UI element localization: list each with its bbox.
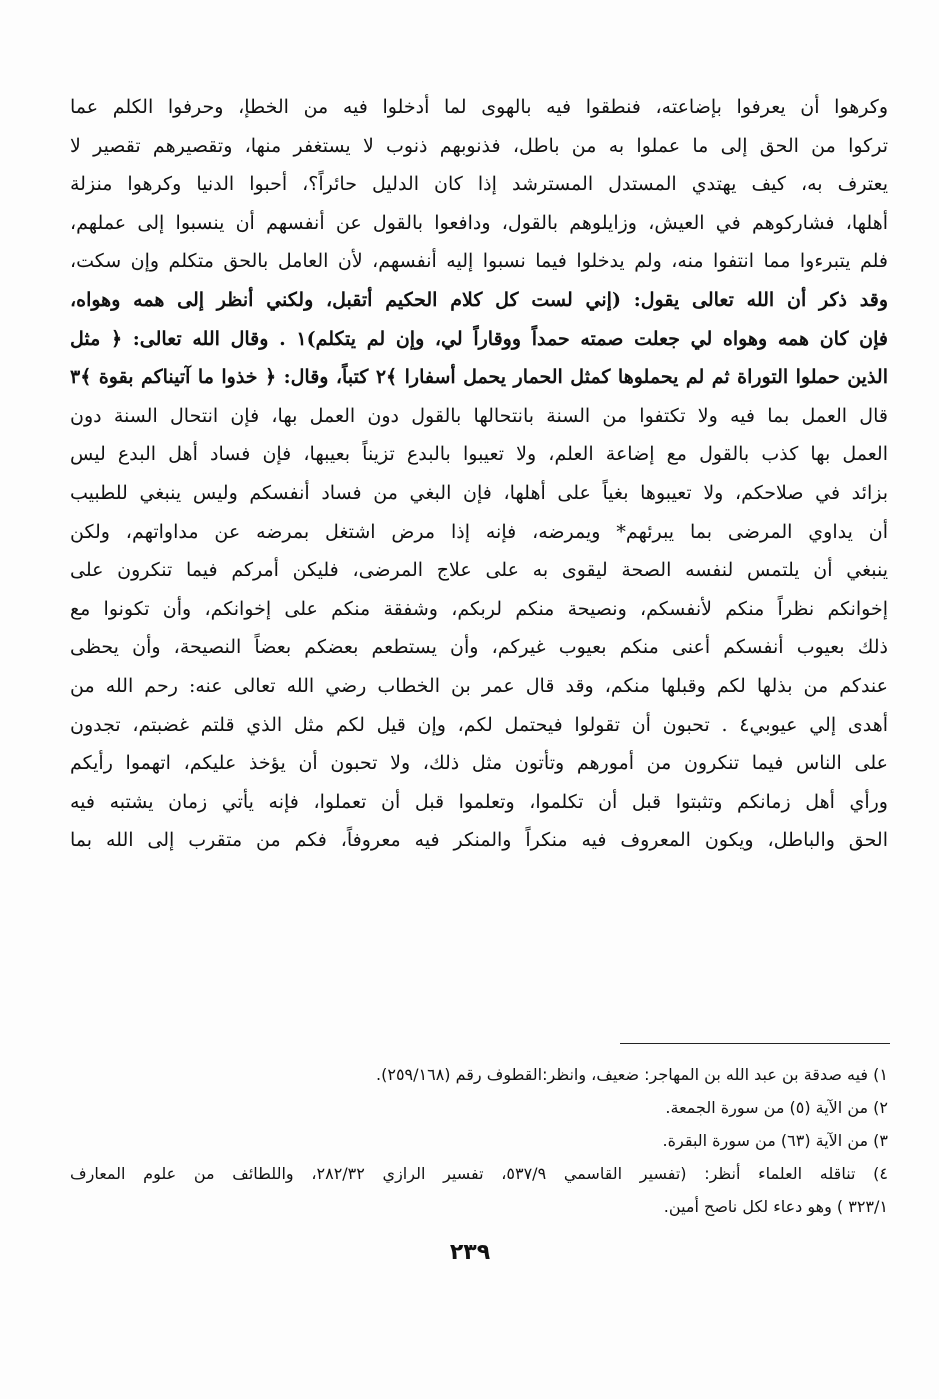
- text-line: قال العمل بما فيه ولا تكتفوا من السنة بانتحالها بالقول دون العمل بها، فإن انتحال السنة دون: [70, 404, 888, 427]
- text-line: عندكم من بذلها لكم وقبلها منكم، وقد قال عمر بن الخطاب رضي الله تعالى عنه: رحم الله من: [70, 674, 888, 697]
- text-line: إخوانكم نظراً منكم لأنفسكم، ونصيحة منكم لربكم، وشفقة منكم على إخوانكم، وأن تكونوا مع: [70, 597, 888, 620]
- text-line: أهدى إلي عيوبي٤ . تحبون أن تقولوا فيحتمل لكم، وإن قيل لكم مثل الذي قلتم غضبتم، تجدون: [70, 713, 888, 736]
- main-text: [70, 88, 888, 860]
- text-line: فلم يتبرءوا مما انتفوا منه، ولم يدخلوا فيما نسبوا إليه أنفسهم، لأن العامل بالحق متكلم وإن سكت،: [70, 250, 888, 273]
- footnotes: [70, 1058, 888, 1223]
- footnote: ٣) من الآية (٦٣) من سورة البقرة.: [662, 1131, 888, 1150]
- text-line: الحق والباطل، ويكون المعروف فيه منكراً والمنكر فيه معروفاً، فكم من متقرب إلى الله بما: [70, 829, 888, 852]
- text-line: فإن كان همه وهواه لي جعلت صمته حمداً ووقاراً لي، وإن لم يتكلم)١ . وقال الله تعالى: ﴿ مثل: [70, 327, 888, 350]
- text-line: وكرهوا أن يعرفوا بإضاعته، فنطقوا فيه بالهوى لما أدخلوا فيه من الخطإ، وحرفوا الكلم عما: [70, 96, 888, 118]
- text-line: على الناس فيما تنكرون من أمورهم وتأتون مثل ذلك، ولا تحبون أن يؤخذ عليكم، اتهموا رأيكم: [70, 752, 888, 775]
- page-number: ٢٣٩: [449, 1240, 491, 1265]
- text-line: ينبغي أن يلتمس لنفسه الصحة ليقوى به على علاج المرضى، فليكن أمركم فيما تنكرون على: [70, 559, 888, 582]
- text-line: بزائد في صلاحكم، ولا تعيبوها بغياً على أهلها، فإن البغي من فساد أنفسكم وليس ينبغي للطبيب: [70, 481, 888, 504]
- text-line: يعترف به، كيف يهتدي المستدل المسترشد إذا كان الدليل حائراً؟، أحبوا الدنيا وكرهوا منزلة: [70, 173, 888, 196]
- footnote: ١) فيه صدقة بن عبد الله بن المهاجر: ضعيف، وانظر:القطوف رقم (٢٥٩/١٦٨).: [376, 1065, 888, 1084]
- text-line: أهلها، فشاركوهم في العيش، وزايلوهم بالقول، ودافعوا بالقول عن أنفسهم أن ينسبوا إلى عملهم،: [70, 211, 888, 234]
- text-line: تركوا من الحق إلى ما عملوا به من باطل، فذنوبهم ذنوب لا يستغفر منها، وتقصيرهم تقصير لا: [70, 134, 888, 157]
- text-line: وقد ذكر أن الله تعالى يقول: (إني لست كل كلام الحكيم أتقبل، ولكني أنظر إلى همه وهواه،: [70, 288, 888, 311]
- text-line: ذلك بعيوب أنفسكم أعنى منكم بعيوب غيركم، وأن يستطعم بعضكم بعضاً النصيحة، وأن يحظى: [70, 636, 888, 659]
- text-line: ورأي أهل زمانكم وتثبتوا قبل أن تكلموا، وتعلموا قبل أن تعملوا، فإنه يأتي زمان يشتبه فيه: [70, 790, 888, 813]
- text-line: أن يداوي المرضى بما يبرئهم* ويمرضه، فإنه إذا مرض اشتغل بمرضه عن مداواتهم، ولكن: [70, 520, 888, 543]
- footnote: ٣٢٣/١ ) وهو دعاء لكل ناصح أمين.: [663, 1197, 888, 1216]
- footnote: ٤) تناقله العلماء أنظر: (تفسير القاسمي ٥٣٧/٩، تفسير الرازي ٢٨٢/٣٢، واللطائف من علوم المعارف: [70, 1164, 888, 1183]
- footnote: ٢) من الآية (٥) من سورة الجمعة.: [665, 1098, 888, 1117]
- text-line: الذين حملوا التوراة ثم لم يحملوها كمثل الحمار يحمل أسفارا ﴾٢ كتباً، وقال: ﴿ خذوا ما آتيناكم بقوة ﴾٣: [70, 366, 888, 389]
- text-line: العمل بها كذب بالقول مع إضاعة العلم، ولا تعيبوا بالبدع تزيناً بعيبها، فإن فساد أهل البدع ليس: [70, 443, 888, 466]
- footnote-divider: [620, 1043, 890, 1044]
